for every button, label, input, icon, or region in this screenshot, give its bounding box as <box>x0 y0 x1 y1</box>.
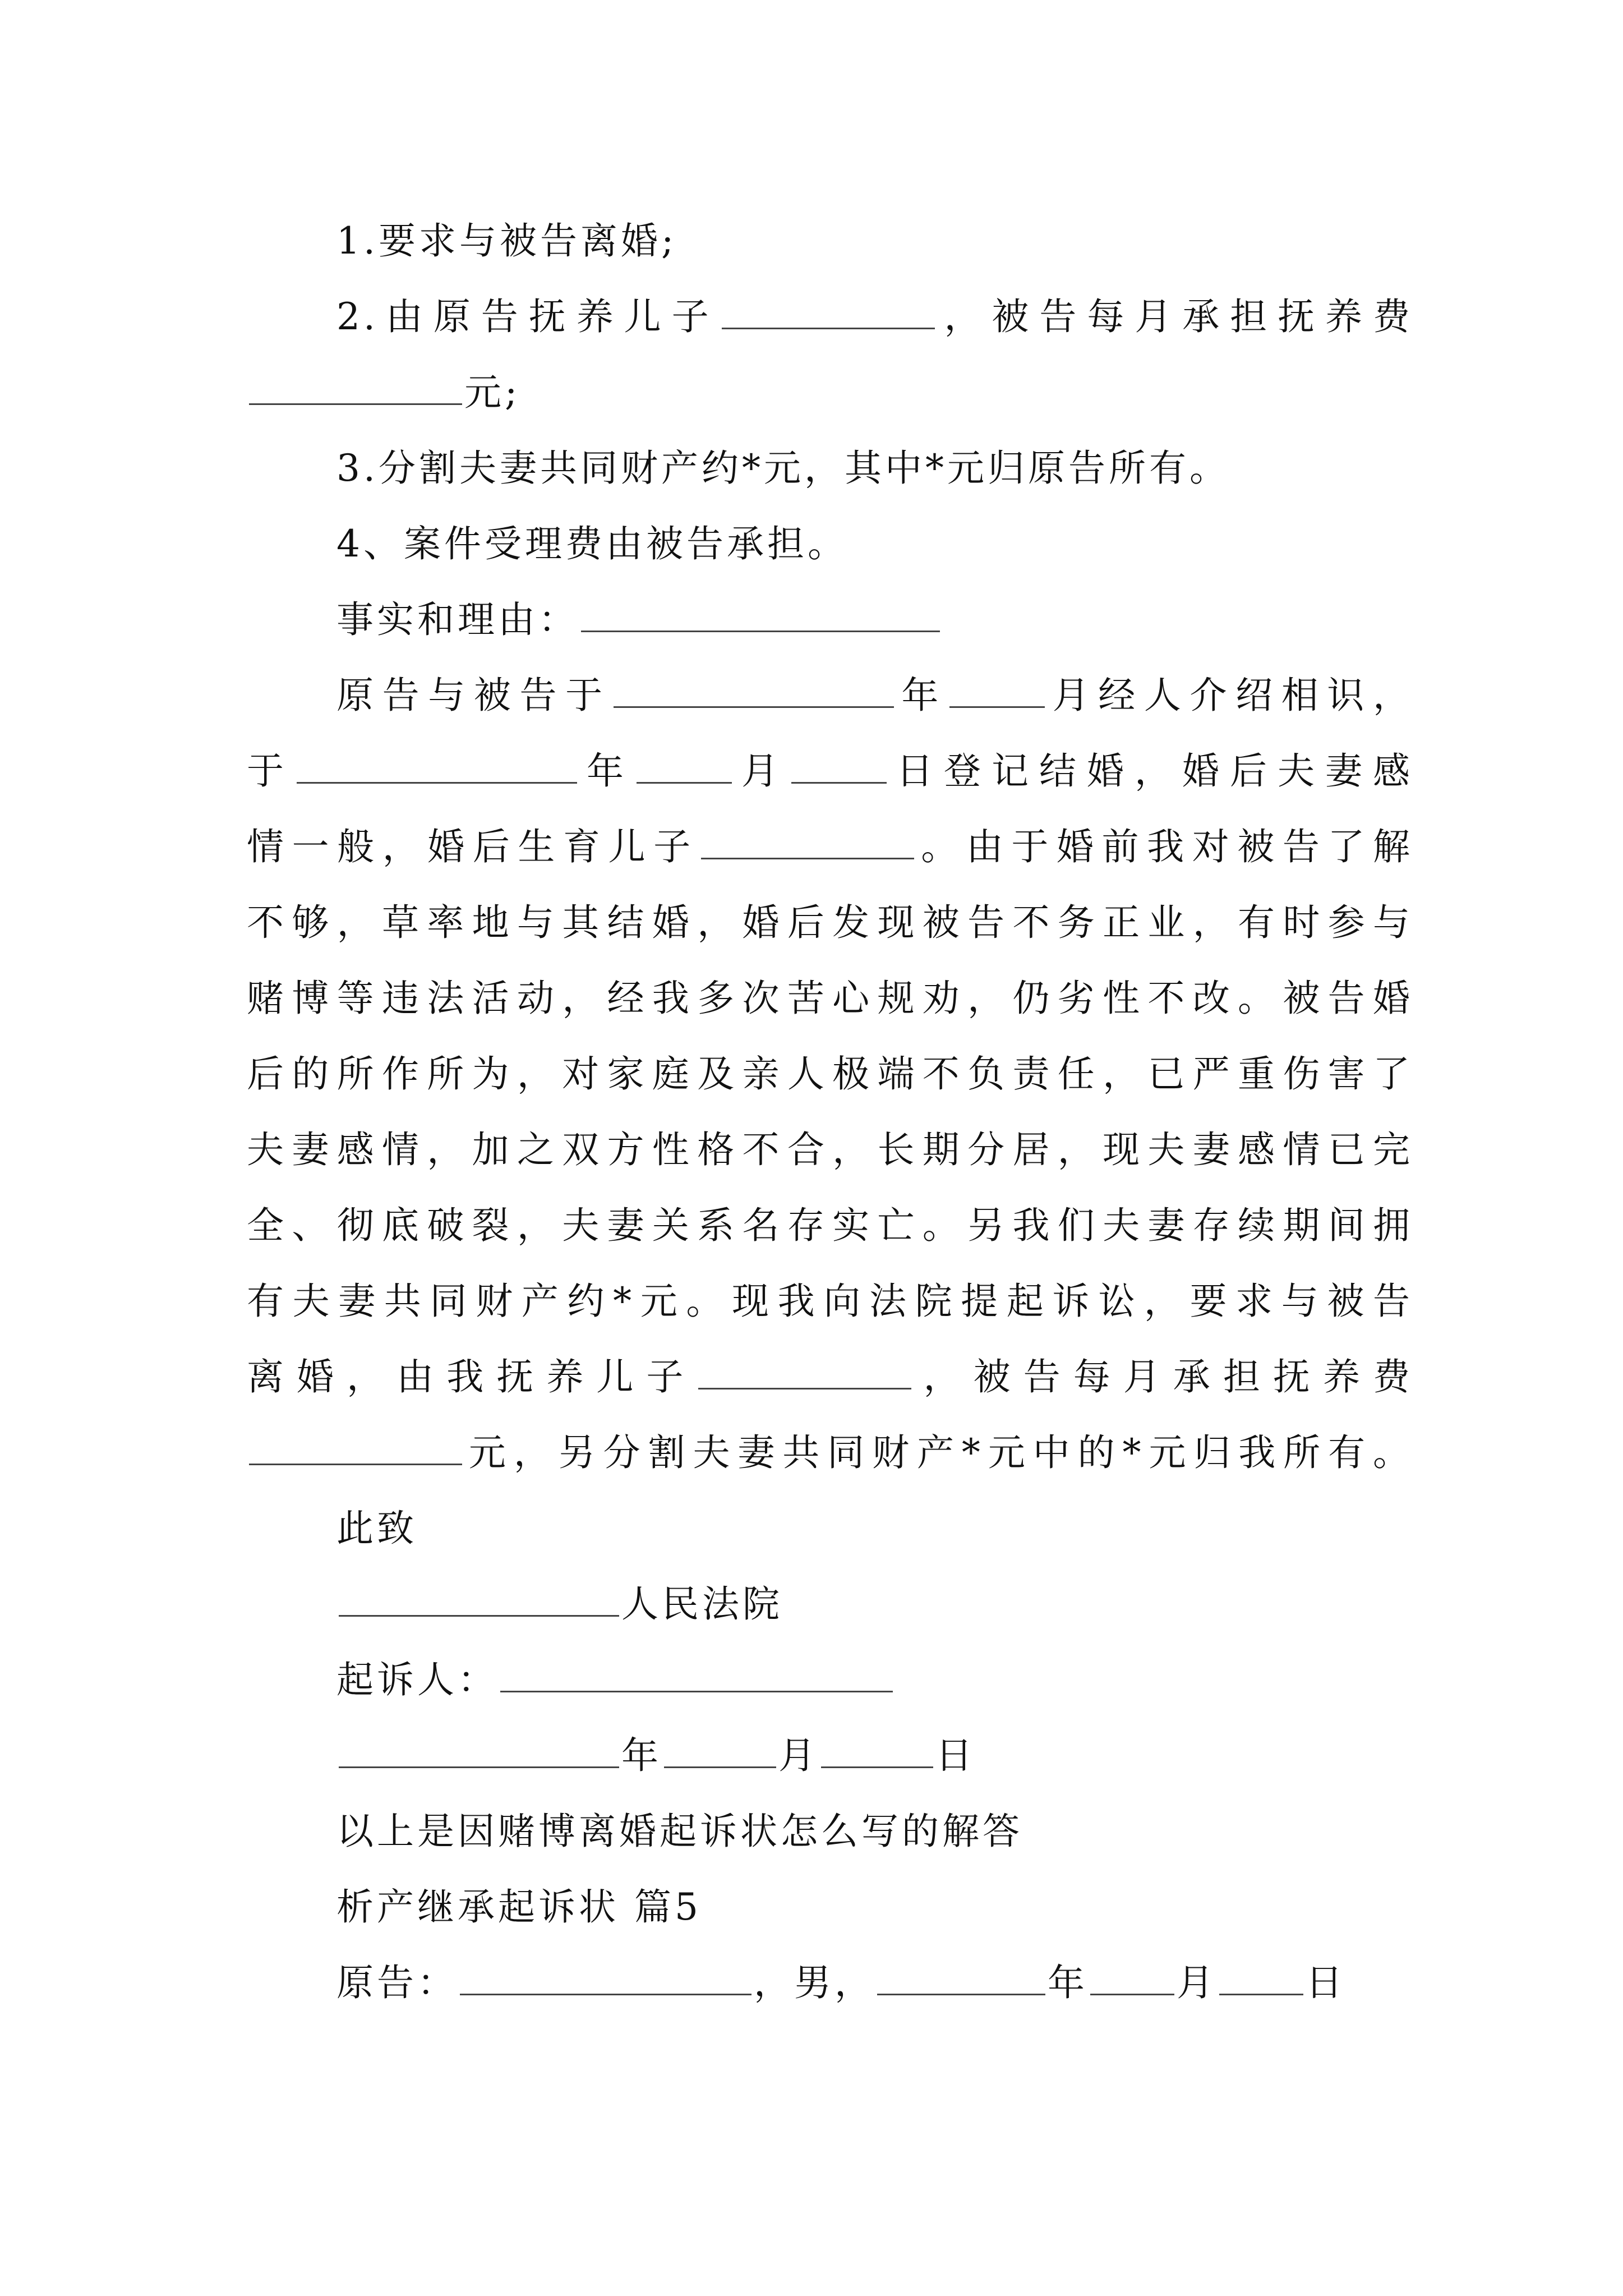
facts-heading: 事实和理由： <box>336 595 1413 645</box>
facts-line-5: 赌博等违法活动，经我多次苦心规劝，仍劣性不改。被告婚 <box>247 977 1413 1020</box>
claim-4: 4、案件受理费由被告承担。 <box>336 522 848 565</box>
date-line: 年 月 日 <box>336 1731 1413 1781</box>
salutation: 此致 <box>336 1507 417 1550</box>
facts-line-1: 原告与被告于 年 月经人介绍相识， <box>336 670 1413 721</box>
blank-year <box>614 671 894 708</box>
blank-birth-month <box>1090 1959 1174 1995</box>
blank-court-name <box>339 1580 619 1617</box>
facts-line-4: 不够，草率地与其结婚，婚后发现被告不务正业，有时参与 <box>247 901 1413 944</box>
facts-line-8: 全、彻底破裂，夫妻关系名存实亡。另我们夫妻存续期间拥 <box>247 1204 1413 1247</box>
blank-son-name <box>701 823 914 859</box>
blank-year <box>297 747 577 784</box>
facts-line-7: 夫妻感情，加之双方性格不合，长期分居，现夫妻感情已完 <box>247 1128 1413 1171</box>
blank-plaintiff-signature <box>500 1656 893 1692</box>
blank-day <box>821 1732 933 1768</box>
court-line: 人民法院 <box>336 1579 1413 1630</box>
claim-3: 3.分割夫妻共同财产约*元，其中*元归原告所有。 <box>336 447 1230 490</box>
blank-son-name <box>698 1353 911 1389</box>
blank-plaintiff-name <box>460 1959 751 1995</box>
blank-month <box>664 1732 776 1768</box>
facts-line-6: 后的所作所为，对家庭及亲人极端不负责任，已严重伤害了 <box>247 1052 1413 1096</box>
blank-support-amount <box>249 1429 462 1465</box>
blank-day <box>791 747 887 784</box>
blank-year <box>339 1732 619 1768</box>
blank-support-amount <box>249 369 462 405</box>
blank-birth-day <box>1219 1959 1303 1995</box>
blank-month <box>949 671 1045 708</box>
blank-son-name <box>722 293 935 329</box>
blank-month <box>637 747 732 784</box>
plaintiff-sign-line: 起诉人： <box>336 1655 1413 1705</box>
claim-2: 2.由原告抚养儿子 ，被告每月承担抚养费 <box>336 292 1413 342</box>
claim-2-cont: 元; <box>247 367 1413 418</box>
plaintiff-info-line: 原告： ，男， 年 月 日 <box>336 1958 1413 2008</box>
section-title: 析产继承起诉状 篇5 <box>336 1885 702 1929</box>
facts-line-3: 情一般，婚后生育儿子 。由于婚前我对被告了解 <box>247 822 1413 872</box>
summary-line: 以上是因赌博离婚起诉状怎么写的解答 <box>336 1810 1023 1853</box>
facts-line-9: 有夫妻共同财产约*元。现我向法院提起诉讼，要求与被告 <box>247 1280 1413 1323</box>
facts-line-2: 于 年 月 日登记结婚，婚后夫妻感 <box>247 746 1413 797</box>
claim-1: 1.要求与被告离婚; <box>336 219 677 263</box>
blank-birth-year <box>877 1959 1045 1995</box>
blank-facts <box>581 596 940 632</box>
facts-line-11: 元，另分割夫妻共同财产*元中的*元归我所有。 <box>247 1428 1413 1478</box>
facts-line-10: 离婚，由我抚养儿子 ，被告每月承担抚养费 <box>247 1352 1413 1402</box>
